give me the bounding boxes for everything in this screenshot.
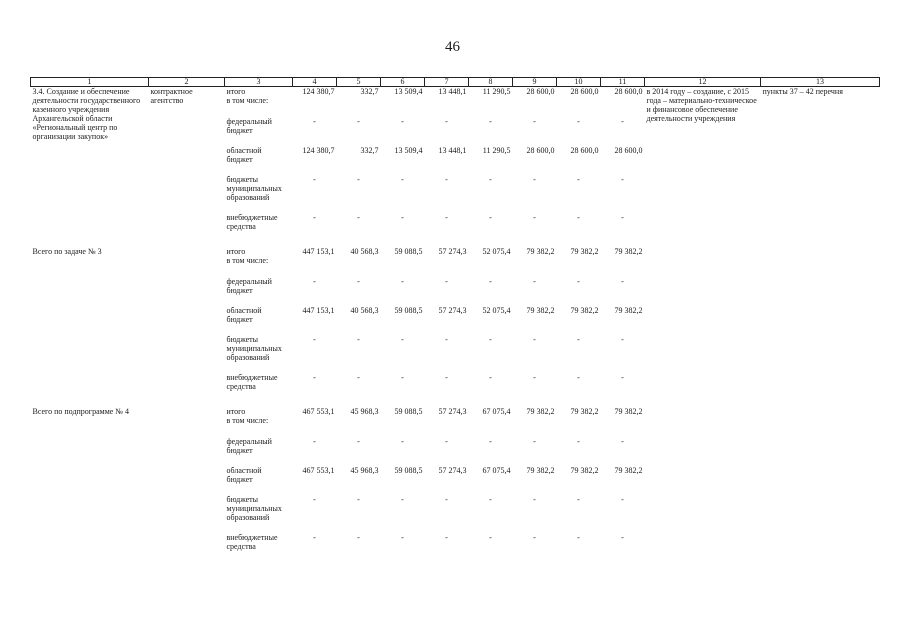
funding-source-label: федеральный бюджет [226,437,272,455]
amount-cell: - [357,117,360,126]
amount-cell: 40 568,3 [350,247,379,256]
amount-cell: 28 600,0 [614,146,643,155]
amount-cell: - [357,277,360,286]
amount-cell: - [577,213,580,222]
amount-cell: - [621,335,624,344]
amount-cell: - [489,277,492,286]
header-cell: 1 [31,78,149,87]
amount-cell: 57 274,3 [438,247,467,256]
amount-cell: - [533,175,536,184]
amount-cell: - [577,335,580,344]
amount-cell: - [489,117,492,126]
amount-cell: - [357,175,360,184]
amount-cell: 79 382,2 [614,407,643,416]
amount-cell: 28 600,0 [526,87,555,96]
amount-cell: - [357,213,360,222]
amount-cell: - [533,213,536,222]
amount-cell: - [533,373,536,382]
amount-cell: - [577,117,580,126]
amount-cell: 11 290,5 [482,87,511,96]
header-cell: 3 [225,78,293,87]
amount-cell: 52 075,4 [482,247,511,256]
table-row [31,247,880,277]
amount-cell: - [401,495,404,504]
header-row [31,78,880,87]
table-row [31,87,880,118]
amount-cell: - [621,175,624,184]
funding-source-label: итого в том числе: [226,87,269,105]
amount-cell: 447 153,1 [302,306,335,315]
amount-cell: 67 075,4 [482,466,511,475]
section-title: Всего по подпрограмме № 4 [32,407,129,416]
amount-cell: - [401,437,404,446]
header-cell: 10 [557,78,601,87]
amount-cell: 467 553,1 [302,466,335,475]
amount-cell: - [313,373,316,382]
amount-cell: 28 600,0 [526,146,555,155]
funding-source-label: областной бюджет [226,466,262,484]
amount-cell: 67 075,4 [482,407,511,416]
funding-source-label: федеральный бюджет [226,277,272,295]
section-link: пункты 37 – 42 перечня [762,87,843,96]
section-result [645,247,761,399]
amount-cell: - [445,373,448,382]
amount-cell: - [489,213,492,222]
funding-source-label: итого в том числе: [226,407,269,425]
amount-cell: - [489,373,492,382]
section-spacer [31,239,880,247]
funding-source-label: областной бюджет [226,146,262,164]
amount-cell: - [401,117,404,126]
funding-source-label: итого в том числе: [226,247,269,265]
section-result: в 2014 году – создание, с 2015 года – материально-техническое и финансовое обеспечение деятельности учреждения [646,87,757,123]
amount-cell: - [577,175,580,184]
amount-cell: - [489,533,492,542]
amount-cell: - [621,373,624,382]
amount-cell: - [445,495,448,504]
spacer-cell [31,239,880,247]
amount-cell: - [357,495,360,504]
amount-cell: 57 274,3 [438,466,467,475]
amount-cell: - [489,495,492,504]
amount-cell: 332,7 [360,87,379,96]
section-link [761,247,880,399]
funding-source-label: федеральный бюджет [226,117,272,135]
amount-cell: - [445,533,448,542]
amount-cell: - [401,335,404,344]
amount-cell: 52 075,4 [482,306,511,315]
amount-cell: - [577,277,580,286]
funding-source-label: внебюджетные средства [226,533,278,551]
amount-cell: - [401,373,404,382]
amount-cell: - [489,437,492,446]
amount-cell: 57 274,3 [438,306,467,315]
section-title: Всего по задаче № 3 [32,247,102,256]
amount-cell: 40 568,3 [350,306,379,315]
amount-cell: 59 088,5 [394,466,423,475]
amount-cell: 28 600,0 [570,87,599,96]
amount-cell: 79 382,2 [570,466,599,475]
amount-cell: 79 382,2 [526,247,555,256]
amount-cell: 13 448,1 [438,87,467,96]
header-cell: 2 [149,78,225,87]
section-result [645,407,761,559]
amount-cell: 13 448,1 [438,146,467,155]
table-body [31,87,880,560]
amount-cell: - [445,117,448,126]
amount-cell: - [401,277,404,286]
amount-cell: 79 382,2 [526,466,555,475]
header-cell: 12 [645,78,761,87]
amount-cell: - [533,117,536,126]
amount-cell: - [357,533,360,542]
amount-cell: 45 968,3 [350,466,379,475]
amount-cell: - [621,117,624,126]
amount-cell: - [313,437,316,446]
amount-cell: - [621,437,624,446]
header-cell: 9 [513,78,557,87]
amount-cell: - [533,533,536,542]
amount-cell: - [489,175,492,184]
amount-cell: - [401,175,404,184]
funding-source-label: бюджеты муниципальных образований [226,335,282,362]
amount-cell: 79 382,2 [570,306,599,315]
amount-cell: - [445,335,448,344]
amount-cell: 447 153,1 [302,247,335,256]
header-cell: 4 [293,78,337,87]
amount-cell: 57 274,3 [438,407,467,416]
amount-cell: 59 088,5 [394,407,423,416]
amount-cell: - [357,335,360,344]
amount-cell: - [313,213,316,222]
amount-cell: - [577,495,580,504]
header-cell: 11 [601,78,645,87]
header-cell: 5 [337,78,381,87]
header-cell: 8 [469,78,513,87]
section-title: 3.4. Создание и обеспечение деятельности государственного казенного учреждения Архангельской области «Региональный центр по организации закупок» [32,87,141,141]
funding-source-label: внебюджетные средства [226,213,278,231]
amount-cell: - [313,117,316,126]
amount-cell: 45 968,3 [350,407,379,416]
amount-cell: - [313,175,316,184]
amount-cell: - [621,533,624,542]
page-number: 46 [445,39,460,55]
section-link [761,407,880,559]
amount-cell: - [533,495,536,504]
amount-cell: - [445,277,448,286]
header-cell: 6 [381,78,425,87]
amount-cell: 79 382,2 [570,407,599,416]
amount-cell: 79 382,2 [570,247,599,256]
amount-cell: - [357,373,360,382]
amount-cell: - [577,533,580,542]
amount-cell: - [577,437,580,446]
amount-cell: - [357,437,360,446]
amount-cell: 28 600,0 [614,87,643,96]
amount-cell: - [489,335,492,344]
amount-cell: 13 509,4 [394,87,423,96]
amount-cell: 79 382,2 [614,466,643,475]
amount-cell: 124 380,7 [302,87,335,96]
amount-cell: 11 290,5 [482,146,511,155]
funding-source-label: бюджеты муниципальных образований [226,495,282,522]
amount-cell: - [621,277,624,286]
amount-cell: 13 509,4 [394,146,423,155]
amount-cell: 59 088,5 [394,306,423,315]
section-executor [149,407,225,559]
amount-cell: - [445,175,448,184]
amount-cell: - [401,533,404,542]
funding-source-label: областной бюджет [226,306,262,324]
amount-cell: - [313,495,316,504]
amount-cell: - [445,213,448,222]
amount-cell: - [533,437,536,446]
table-row [31,407,880,437]
header-cell: 13 [761,78,880,87]
amount-cell: 59 088,5 [394,247,423,256]
amount-cell: - [533,335,536,344]
amount-cell: - [621,495,624,504]
amount-cell: 79 382,2 [614,247,643,256]
funding-source-label: бюджеты муниципальных образований [226,175,282,202]
amount-cell: - [621,213,624,222]
amount-cell: 28 600,0 [570,146,599,155]
amount-cell: 467 553,1 [302,407,335,416]
amount-cell: 79 382,2 [526,306,555,315]
budget-table [30,77,880,559]
amount-cell: - [313,277,316,286]
amount-cell: - [445,437,448,446]
amount-cell: - [401,213,404,222]
amount-cell: 79 382,2 [614,306,643,315]
section-executor: контрактное агентство [150,87,193,105]
header-cell: 7 [425,78,469,87]
amount-cell: - [313,335,316,344]
amount-cell: 79 382,2 [526,407,555,416]
spacer-cell [31,399,880,407]
amount-cell: 332,7 [360,146,379,155]
section-spacer [31,399,880,407]
amount-cell: 124 380,7 [302,146,335,155]
amount-cell: - [577,373,580,382]
amount-cell: - [313,533,316,542]
section-executor [149,247,225,399]
amount-cell: - [533,277,536,286]
funding-source-label: внебюджетные средства [226,373,278,391]
